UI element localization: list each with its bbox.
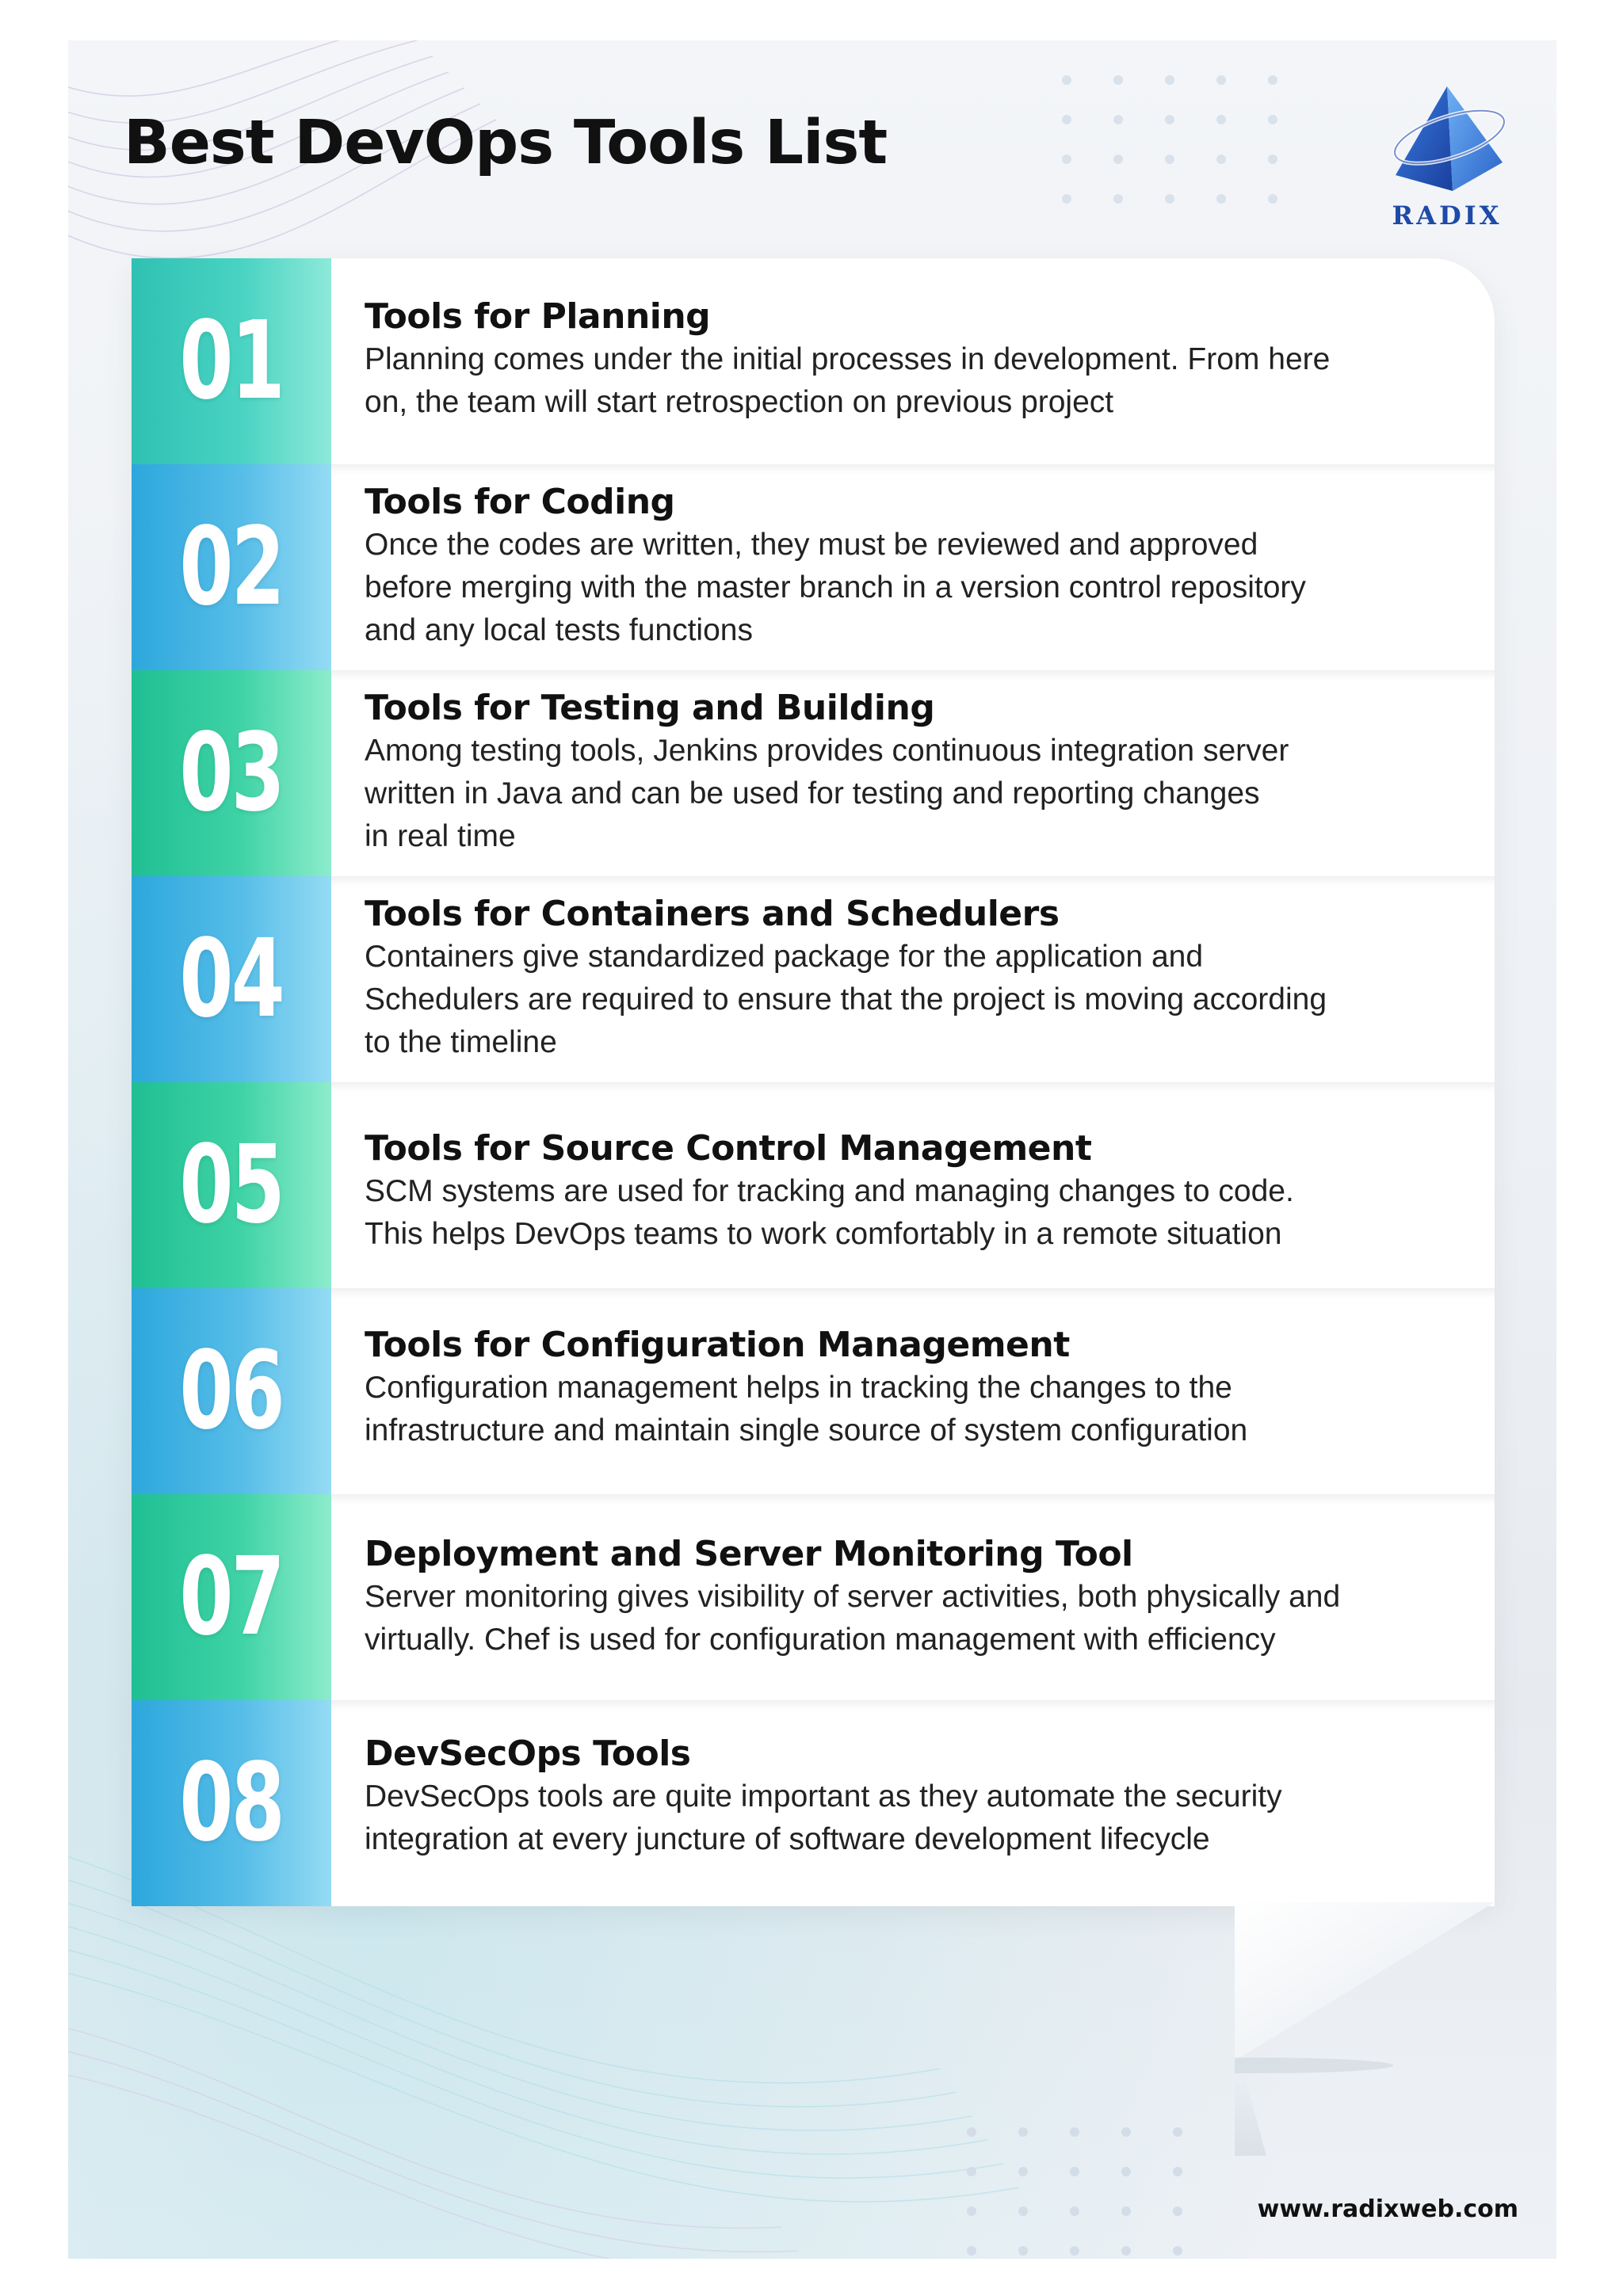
item-content	[331, 1700, 1495, 1906]
website-link[interactable]: www.radixweb.com	[1257, 2195, 1518, 2223]
item-number: 04	[179, 917, 284, 1042]
decorative-ribbon-fold	[1235, 1902, 1495, 2156]
item-content	[331, 464, 1495, 670]
item-content	[331, 258, 1495, 464]
item-content	[331, 670, 1495, 876]
item-description-line: on, the team will start retrospection on previous project	[365, 385, 1114, 419]
item-title: Tools for Configuration Management	[365, 1325, 1070, 1365]
item-description-line: Planning comes under the initial processes in development. From here	[365, 342, 1331, 376]
item-number: 01	[179, 299, 284, 424]
item-number: 07	[179, 1535, 284, 1660]
item-number: 08	[179, 1741, 284, 1866]
item-description-line: infrastructure and maintain single source of system configuration	[365, 1413, 1248, 1447]
item-number: 02	[179, 505, 284, 630]
tools-list	[132, 258, 1495, 1906]
item-number: 05	[179, 1123, 284, 1248]
list-item	[132, 1288, 1495, 1494]
item-title: Tools for Coding	[365, 482, 675, 522]
item-description-line: Among testing tools, Jenkins provides continuous integration server	[365, 734, 1289, 768]
item-description-line: and any local tests functions	[365, 613, 753, 647]
number-badge	[132, 258, 331, 464]
list-item	[132, 1494, 1495, 1700]
item-content	[331, 1288, 1495, 1494]
item-description-line: integration at every juncture of software development lifecycle	[365, 1822, 1210, 1856]
list-item	[132, 1082, 1495, 1288]
number-badge	[132, 1494, 331, 1700]
list-item	[132, 876, 1495, 1082]
item-title: DevSecOps Tools	[365, 1733, 691, 1774]
item-description-line: virtually. Chef is used for configuration management with efficiency	[365, 1623, 1276, 1657]
decorative-dots-bottom	[964, 2116, 1201, 2259]
item-description-line: Containers give standardized package for the application and	[365, 940, 1204, 974]
number-badge	[132, 670, 331, 876]
item-number: 03	[179, 711, 284, 836]
item-description-line: in real time	[365, 819, 516, 853]
item-content	[331, 1494, 1495, 1700]
radix-logo[interactable]	[1380, 80, 1514, 231]
item-description-line: before merging with the master branch in a version control repository	[365, 570, 1306, 605]
item-title: Tools for Source Control Management	[365, 1128, 1092, 1169]
list-item	[132, 670, 1495, 876]
number-badge	[132, 1082, 331, 1288]
logo-text: RADIX	[1392, 200, 1503, 231]
item-description-line: Once the codes are written, they must be reviewed and approved	[365, 528, 1258, 562]
item-title: Tools for Containers and Schedulers	[365, 894, 1060, 934]
item-description-line: DevSecOps tools are quite important as they automate the security	[365, 1779, 1282, 1814]
item-title: Tools for Planning	[365, 296, 711, 337]
list-item	[132, 258, 1495, 464]
item-content	[331, 1082, 1495, 1288]
item-description-line: SCM systems are used for tracking and managing changes to code.	[365, 1174, 1294, 1208]
page-title: Best DevOps Tools List	[124, 108, 888, 178]
item-title: Deployment and Server Monitoring Tool	[365, 1534, 1133, 1574]
item-description-line: to the timeline	[365, 1025, 557, 1059]
item-title: Tools for Testing and Building	[365, 688, 935, 728]
number-badge	[132, 1700, 331, 1906]
poster	[68, 40, 1556, 2259]
number-badge	[132, 464, 331, 670]
number-badge	[132, 876, 331, 1082]
item-content	[331, 876, 1495, 1082]
list-item	[132, 464, 1495, 670]
number-badge	[132, 1288, 331, 1494]
item-description-line: Configuration management helps in tracking the changes to the	[365, 1371, 1232, 1405]
decorative-dots-top	[1059, 64, 1296, 238]
pyramid-logo-icon	[1380, 80, 1514, 199]
item-description-line: Schedulers are required to ensure that the project is moving according	[365, 982, 1327, 1016]
item-description-line: This helps DevOps teams to work comfortably in a remote situation	[365, 1217, 1282, 1251]
list-item	[132, 1700, 1495, 1906]
item-description-line: written in Java and can be used for testing and reporting changes	[365, 776, 1260, 810]
item-number: 06	[179, 1329, 284, 1454]
item-description-line: Server monitoring gives visibility of server activities, both physically and	[365, 1580, 1341, 1614]
